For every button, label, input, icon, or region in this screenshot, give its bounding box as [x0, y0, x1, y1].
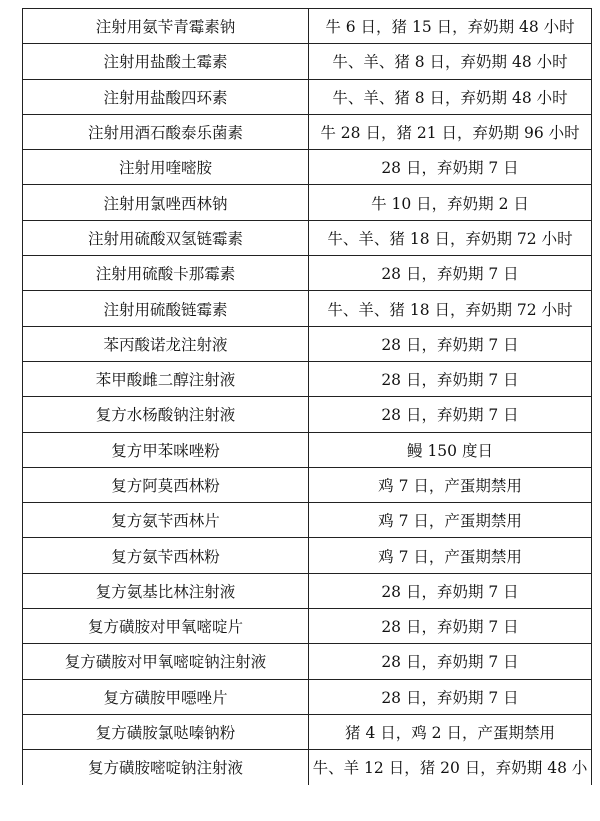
drug-name-cell: 复方氨苄西林片	[23, 503, 309, 538]
withdrawal-period-cell: 28 日，弃奶期 7 日	[309, 573, 592, 608]
table-row	[23, 467, 592, 502]
drug-name-cell: 复方磺胺对甲氧嘧啶片	[23, 609, 309, 644]
withdrawal-period-cell: 28 日，弃奶期 7 日	[309, 256, 592, 291]
drug-name-cell: 注射用氯唑西林钠	[23, 185, 309, 220]
drug-name-cell: 注射用盐酸四环素	[23, 79, 309, 114]
table-row	[23, 220, 592, 255]
withdrawal-period-cell: 28 日，弃奶期 7 日	[309, 609, 592, 644]
drug-name-cell: 复方水杨酸钠注射液	[23, 397, 309, 432]
table-row	[23, 150, 592, 185]
withdrawal-period-cell: 28 日，弃奶期 7 日	[309, 150, 592, 185]
withdrawal-period-table	[22, 8, 592, 785]
withdrawal-period-cell: 28 日，弃奶期 7 日	[309, 644, 592, 679]
table-row	[23, 538, 592, 573]
withdrawal-period-cell: 牛、羊、猪 8 日，弃奶期 48 小时	[309, 44, 592, 79]
drug-name-cell: 苯丙酸诺龙注射液	[23, 326, 309, 361]
withdrawal-period-cell: 28 日，弃奶期 7 日	[309, 326, 592, 361]
table-row	[23, 79, 592, 114]
drug-name-cell: 注射用喹嘧胺	[23, 150, 309, 185]
drug-name-cell: 注射用盐酸土霉素	[23, 44, 309, 79]
table-row	[23, 326, 592, 361]
table-body	[23, 9, 592, 785]
withdrawal-period-cell: 牛、羊、猪 8 日，弃奶期 48 小时	[309, 79, 592, 114]
withdrawal-period-cell: 牛 10 日，弃奶期 2 日	[309, 185, 592, 220]
withdrawal-period-cell: 牛、羊、猪 18 日，弃奶期 72 小时	[309, 291, 592, 326]
table-row	[23, 573, 592, 608]
drug-name-cell: 注射用硫酸链霉素	[23, 291, 309, 326]
table-row	[23, 9, 592, 44]
withdrawal-period-cell: 牛、羊、猪 18 日，弃奶期 72 小时	[309, 220, 592, 255]
drug-name-cell: 复方氨苄西林粉	[23, 538, 309, 573]
table-row	[23, 679, 592, 714]
table-row	[23, 256, 592, 291]
table-row	[23, 432, 592, 467]
table-row	[23, 114, 592, 149]
drug-name-cell: 复方甲苯咪唑粉	[23, 432, 309, 467]
drug-name-cell: 复方磺胺嘧啶钠注射液	[23, 750, 309, 785]
withdrawal-period-cell: 28 日，弃奶期 7 日	[309, 397, 592, 432]
table-row	[23, 750, 592, 785]
withdrawal-period-cell: 牛 6 日，猪 15 日，弃奶期 48 小时	[309, 9, 592, 44]
withdrawal-period-cell: 28 日，弃奶期 7 日	[309, 679, 592, 714]
table-row	[23, 714, 592, 749]
table-row	[23, 644, 592, 679]
drug-name-cell: 注射用硫酸卡那霉素	[23, 256, 309, 291]
withdrawal-period-cell: 鸡 7 日，产蛋期禁用	[309, 467, 592, 502]
drug-name-cell: 复方氨基比林注射液	[23, 573, 309, 608]
drug-name-cell: 苯甲酸雌二醇注射液	[23, 361, 309, 396]
withdrawal-period-cell: 鳗 150 度日	[309, 432, 592, 467]
table-row	[23, 185, 592, 220]
table-row	[23, 609, 592, 644]
table-row	[23, 503, 592, 538]
drug-name-cell: 复方磺胺甲噁唑片	[23, 679, 309, 714]
table-row	[23, 361, 592, 396]
withdrawal-period-cell: 鸡 7 日，产蛋期禁用	[309, 503, 592, 538]
withdrawal-period-cell: 28 日，弃奶期 7 日	[309, 361, 592, 396]
drug-name-cell: 注射用硫酸双氢链霉素	[23, 220, 309, 255]
table-row	[23, 397, 592, 432]
drug-name-cell: 复方阿莫西林粉	[23, 467, 309, 502]
withdrawal-period-cell: 鸡 7 日，产蛋期禁用	[309, 538, 592, 573]
drug-name-cell: 注射用酒石酸泰乐菌素	[23, 114, 309, 149]
drug-name-cell: 复方磺胺氯哒嗪钠粉	[23, 714, 309, 749]
table-row	[23, 291, 592, 326]
table-row	[23, 44, 592, 79]
withdrawal-period-cell: 猪 4 日，鸡 2 日，产蛋期禁用	[309, 714, 592, 749]
drug-name-cell: 注射用氨苄青霉素钠	[23, 9, 309, 44]
drug-name-cell: 复方磺胺对甲氧嘧啶钠注射液	[23, 644, 309, 679]
withdrawal-period-cell: 牛、羊 12 日，猪 20 日，弃奶期 48 小	[309, 750, 592, 785]
withdrawal-period-cell: 牛 28 日，猪 21 日，弃奶期 96 小时	[309, 114, 592, 149]
